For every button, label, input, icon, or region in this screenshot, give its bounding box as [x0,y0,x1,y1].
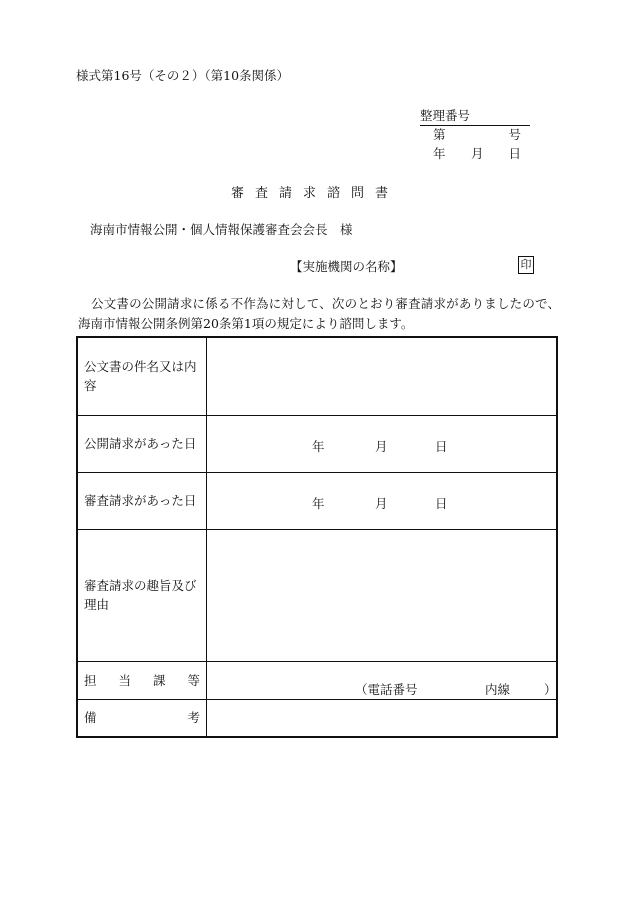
section-label-char: 等 [187,672,200,688]
request-date-year: 年 [312,438,325,454]
section-label-char: 課 [152,672,166,688]
section-label-char: 当 [118,672,131,688]
request-date-label: 公開請求があった日 [77,415,207,472]
review-date-label: 審査請求があった日 [77,472,207,529]
remarks-label-char: 考 [187,710,200,726]
request-date-field[interactable] [207,415,558,472]
section-label-char: 担 [84,672,97,688]
seal-mark: 印 [518,256,534,274]
management-number-label: 整理番号 [420,106,530,126]
request-date-day: 日 [435,438,448,454]
addressee: 海南市情報公開・個人情報保護審査会会長 様 [90,222,353,237]
document-name-label: 公文書の件名又は内容 [77,337,207,415]
review-reason-label: 審査請求の趣旨及び理由 [77,529,207,661]
phone-label: （電話番号 [355,682,418,697]
phone-close-paren: ） [544,682,557,697]
remarks-label [77,699,207,737]
date-line [433,144,521,162]
review-date-field[interactable] [207,472,558,529]
review-date-month: 月 [375,495,388,511]
table-row [77,472,557,529]
remarks-label-char: 備 [84,710,97,726]
review-reason-field[interactable] [207,529,558,661]
section-field[interactable] [207,661,558,699]
extension-label: 内線 [485,682,511,697]
request-date-month: 月 [375,438,388,454]
table-row [77,415,557,472]
number-prefix: 第 [433,127,446,142]
form-reference: 様式第16号（その２）（第10条関係） [76,68,290,83]
agency-name: 【実施機関の名称】 [290,259,403,274]
date-month: 月 [471,146,484,161]
table-row [77,699,557,737]
body-text: 公文書の公開請求に係る不作為に対して、次のとおり審査請求がありましたので、海南市情報公開条例第20条第1項の規定により諮問します。 [78,296,560,331]
table-row [77,337,557,415]
remarks-field[interactable] [207,699,558,737]
review-date-day: 日 [435,495,448,511]
date-day: 日 [508,146,521,161]
table-row [77,529,557,661]
number-line [433,125,521,143]
number-suffix: 号 [508,127,521,142]
table-row [77,661,557,699]
document-name-field[interactable] [207,337,558,415]
date-year: 年 [433,146,446,161]
section-label [77,661,207,699]
inquiry-table [76,336,558,738]
review-date-year: 年 [312,495,325,511]
document-title: 審査請求諮問書 [230,186,399,201]
